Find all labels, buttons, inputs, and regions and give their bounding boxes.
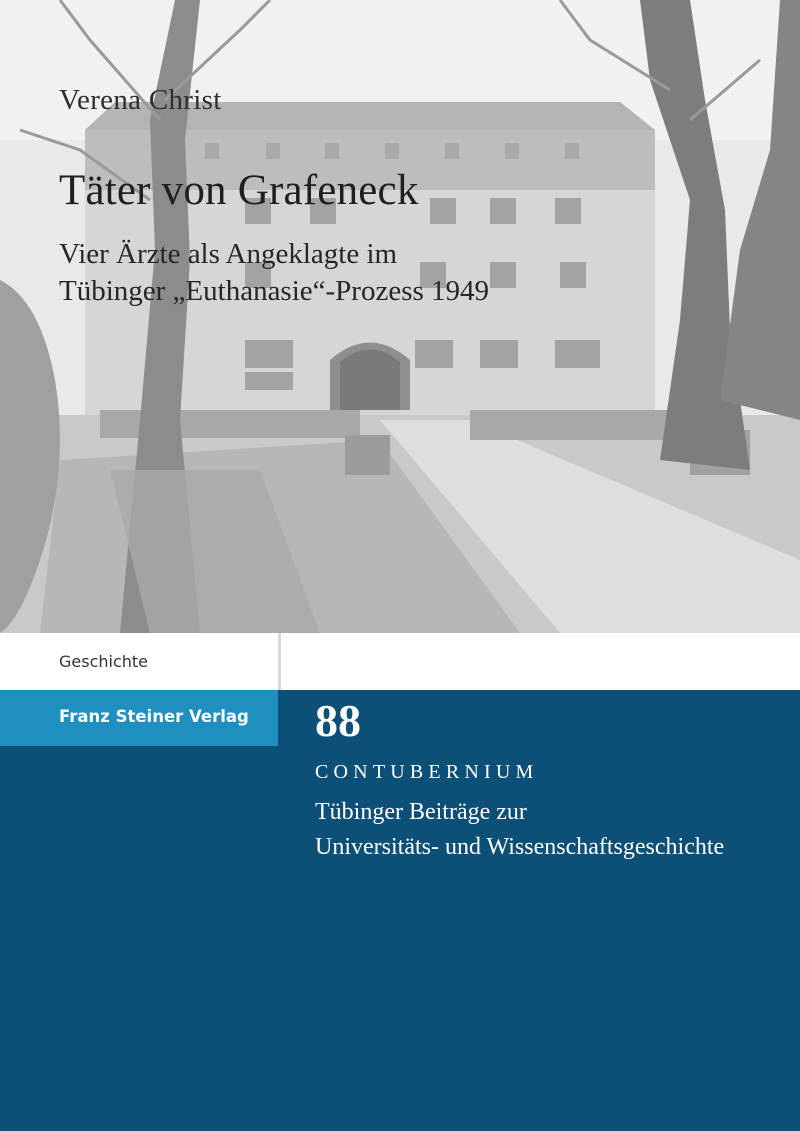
series-subtitle-line: Universitäts- und Wissenschaftsgeschichte: [315, 833, 725, 860]
divider: [278, 633, 281, 690]
series-subtitle-line: Tübinger Beiträge zur: [315, 799, 527, 825]
author-name: Verena Christ: [59, 84, 222, 116]
series-subtitle: [315, 795, 724, 865]
series-panel: [0, 690, 800, 1131]
category-label: Geschichte: [59, 652, 149, 671]
series-name: CONTUBERNIUM: [315, 761, 539, 783]
book-subtitle: [59, 236, 489, 310]
publisher-name: Franz Steiner Verlag: [59, 707, 249, 726]
series-number: 88: [315, 695, 361, 746]
subtitle-line: Vier Ärzte als Angeklagte im: [59, 238, 398, 270]
book-title: Täter von Grafeneck: [59, 167, 419, 214]
subtitle-line: Tübinger „Euthanasie“-Prozess 1949: [59, 275, 490, 308]
